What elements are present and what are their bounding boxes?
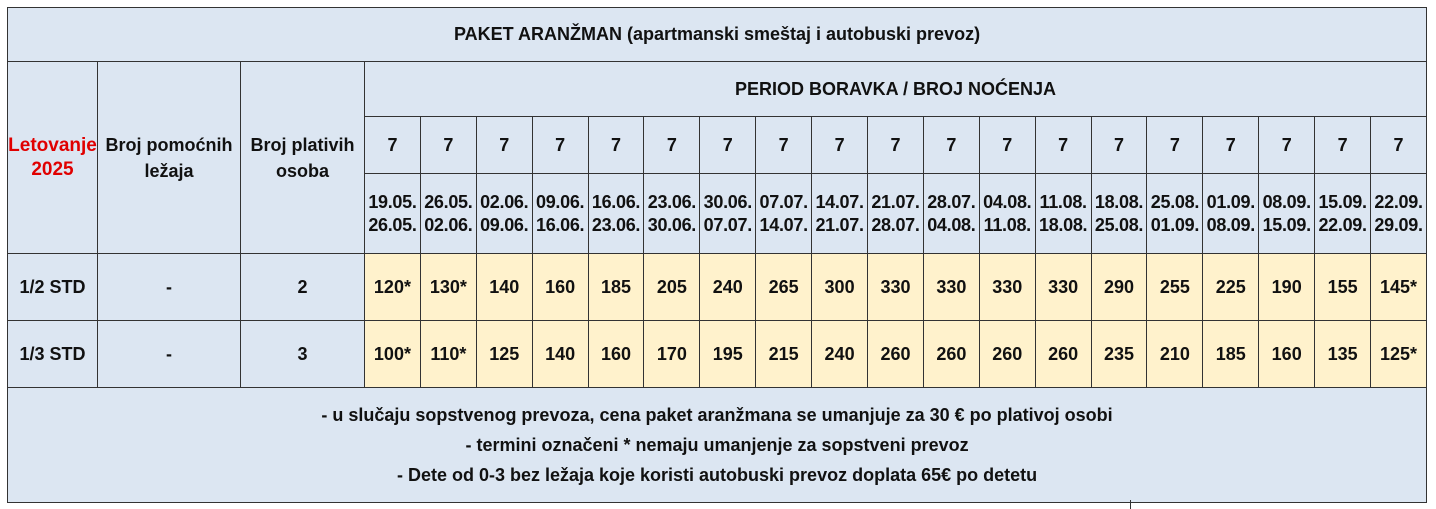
- nights-cell: 7: [923, 117, 979, 174]
- period-from: 18.08.: [1094, 191, 1144, 212]
- price-cell: 205: [644, 254, 700, 321]
- price-cell: 185: [588, 254, 644, 321]
- price-cell: 260: [868, 321, 924, 388]
- paying-persons-cell: 2: [241, 254, 365, 321]
- price-cell: 135: [1315, 321, 1371, 388]
- period-from: 07.07.: [759, 191, 808, 212]
- note-line: - Dete od 0-3 bez ležaja koje koristi autobuski prevoz doplata 65€ po detetu: [396, 465, 1038, 485]
- period-from: 09.06.: [535, 191, 585, 212]
- nights-cell: 7: [1315, 117, 1371, 174]
- period-dates-cell: [979, 174, 1035, 254]
- nights-cell: 7: [365, 117, 421, 174]
- period-to: 04.08.: [927, 214, 976, 235]
- price-cell: 240: [812, 321, 868, 388]
- period-from: 04.08.: [983, 191, 1032, 212]
- price-cell: 160: [588, 321, 644, 388]
- period-dates-cell: [1035, 174, 1091, 254]
- period-to: 01.09.: [1150, 214, 1200, 235]
- price-cell: 195: [700, 321, 756, 388]
- period-to: 26.05.: [368, 214, 417, 235]
- period-to: 07.07.: [703, 214, 752, 235]
- period-from: 30.06.: [703, 191, 752, 212]
- period-dates-cell: [1091, 174, 1147, 254]
- nights-cell: 7: [756, 117, 812, 174]
- notes-section: [8, 388, 1427, 503]
- nights-cell: 7: [1259, 117, 1315, 174]
- extra-beds-cell: -: [98, 254, 241, 321]
- nights-cell: 7: [420, 117, 476, 174]
- price-cell: 120*: [365, 254, 421, 321]
- price-cell: 185: [1203, 321, 1259, 388]
- period-to: 02.06.: [424, 214, 473, 235]
- period-dates-cell: [532, 174, 588, 254]
- period-dates-cell: [365, 174, 421, 254]
- nights-cell: 7: [1091, 117, 1147, 174]
- period-from: 19.05.: [368, 191, 417, 212]
- period-dates-cell: [1371, 174, 1427, 254]
- period-from: 16.06.: [591, 191, 641, 212]
- price-cell: 330: [979, 254, 1035, 321]
- period-to: 08.09.: [1206, 214, 1255, 235]
- period-dates-cell: [700, 174, 756, 254]
- price-cell: 210: [1147, 321, 1203, 388]
- nights-cell: 7: [476, 117, 532, 174]
- period-from: 25.08.: [1150, 191, 1200, 212]
- nights-cell: 7: [532, 117, 588, 174]
- period-dates-cell: [756, 174, 812, 254]
- price-cell: 140: [476, 254, 532, 321]
- note-line: - u slučaju sopstvenog prevoza, cena paket aranžmana se umanjuje za 30 € po plativoj osobi: [321, 405, 1113, 425]
- nights-cell: 7: [1371, 117, 1427, 174]
- price-cell: 125: [476, 321, 532, 388]
- price-cell: 190: [1259, 254, 1315, 321]
- note-line: - termini označeni * nemaju umanjenje za sopstveni prevoz: [465, 435, 969, 455]
- period-from: 23.06.: [647, 191, 697, 212]
- price-table: [7, 7, 1427, 503]
- period-header: PERIOD BORAVKA / BROJ NOĆENJA: [365, 62, 1427, 117]
- price-cell: 260: [923, 321, 979, 388]
- paying-persons-header: Broj plativih osoba: [241, 62, 365, 254]
- period-to: 18.08.: [1039, 214, 1088, 235]
- nights-cell: 7: [1035, 117, 1091, 174]
- price-cell: 155: [1315, 254, 1371, 321]
- period-to: 22.09.: [1318, 214, 1367, 235]
- season-label: Letovanje 2025: [8, 134, 97, 180]
- period-dates-cell: [1203, 174, 1259, 254]
- period-to: 15.09.: [1262, 214, 1311, 235]
- period-dates-cell: [1147, 174, 1203, 254]
- period-dates-cell: [923, 174, 979, 254]
- period-to: 30.06.: [647, 214, 697, 235]
- price-cell: 160: [1259, 321, 1315, 388]
- nights-cell: 7: [1203, 117, 1259, 174]
- price-cell: 145*: [1371, 254, 1427, 321]
- period-dates-cell: [588, 174, 644, 254]
- nights-cell: 7: [588, 117, 644, 174]
- period-to: 16.06.: [535, 214, 585, 235]
- nights-cell: 7: [979, 117, 1035, 174]
- period-from: 28.07.: [927, 191, 976, 212]
- period-from: 01.09.: [1206, 191, 1255, 212]
- period-to: 28.07.: [871, 214, 920, 235]
- period-from: 22.09.: [1374, 191, 1423, 212]
- extra-beds-cell: -: [98, 321, 241, 388]
- period-to: 11.08.: [983, 214, 1031, 235]
- price-cell: 290: [1091, 254, 1147, 321]
- period-dates-cell: [644, 174, 700, 254]
- period-dates-cell: [868, 174, 924, 254]
- price-cell: 265: [756, 254, 812, 321]
- price-cell: 260: [1035, 321, 1091, 388]
- period-from: 11.08.: [1039, 191, 1087, 212]
- period-from: 14.07.: [815, 191, 864, 212]
- price-cell: 330: [923, 254, 979, 321]
- price-cell: 140: [532, 321, 588, 388]
- period-to: 23.06.: [591, 214, 641, 235]
- price-cell: 240: [700, 254, 756, 321]
- nights-cell: 7: [868, 117, 924, 174]
- stray-line: [1130, 500, 1131, 509]
- price-cell: 235: [1091, 321, 1147, 388]
- room-type-cell: 1/3 STD: [8, 321, 98, 388]
- period-dates-cell: [812, 174, 868, 254]
- period-dates-cell: [420, 174, 476, 254]
- period-from: 15.09.: [1318, 191, 1367, 212]
- period-to: 09.06.: [480, 214, 529, 235]
- price-cell: 330: [868, 254, 924, 321]
- period-to: 14.07.: [759, 214, 808, 235]
- extra-beds-header: Broj pomoćnih ležaja: [98, 62, 241, 254]
- period-to: 21.07.: [815, 214, 864, 235]
- price-cell: 330: [1035, 254, 1091, 321]
- period-from: 02.06.: [480, 191, 529, 212]
- price-cell: 110*: [420, 321, 476, 388]
- price-cell: 170: [644, 321, 700, 388]
- price-cell: 255: [1147, 254, 1203, 321]
- price-cell: 100*: [365, 321, 421, 388]
- season-header: [8, 62, 98, 254]
- period-dates-cell: [1259, 174, 1315, 254]
- nights-cell: 7: [644, 117, 700, 174]
- price-cell: 215: [756, 321, 812, 388]
- table-title: PAKET ARANŽMAN (apartmanski smeštaj i autobuski prevoz): [8, 8, 1427, 62]
- period-dates-cell: [476, 174, 532, 254]
- price-cell: 160: [532, 254, 588, 321]
- period-to: 29.09.: [1374, 214, 1423, 235]
- period-from: 21.07.: [871, 191, 920, 212]
- price-cell: 300: [812, 254, 868, 321]
- table-row: [8, 254, 1427, 321]
- price-cell: 130*: [420, 254, 476, 321]
- price-cell: 260: [979, 321, 1035, 388]
- nights-cell: 7: [1147, 117, 1203, 174]
- price-cell: 125*: [1371, 321, 1427, 388]
- period-from: 26.05.: [424, 191, 473, 212]
- table-row: [8, 321, 1427, 388]
- paying-persons-cell: 3: [241, 321, 365, 388]
- room-type-cell: 1/2 STD: [8, 254, 98, 321]
- price-cell: 225: [1203, 254, 1259, 321]
- nights-cell: 7: [812, 117, 868, 174]
- period-to: 25.08.: [1094, 214, 1144, 235]
- period-from: 08.09.: [1262, 191, 1311, 212]
- period-dates-cell: [1315, 174, 1371, 254]
- nights-cell: 7: [700, 117, 756, 174]
